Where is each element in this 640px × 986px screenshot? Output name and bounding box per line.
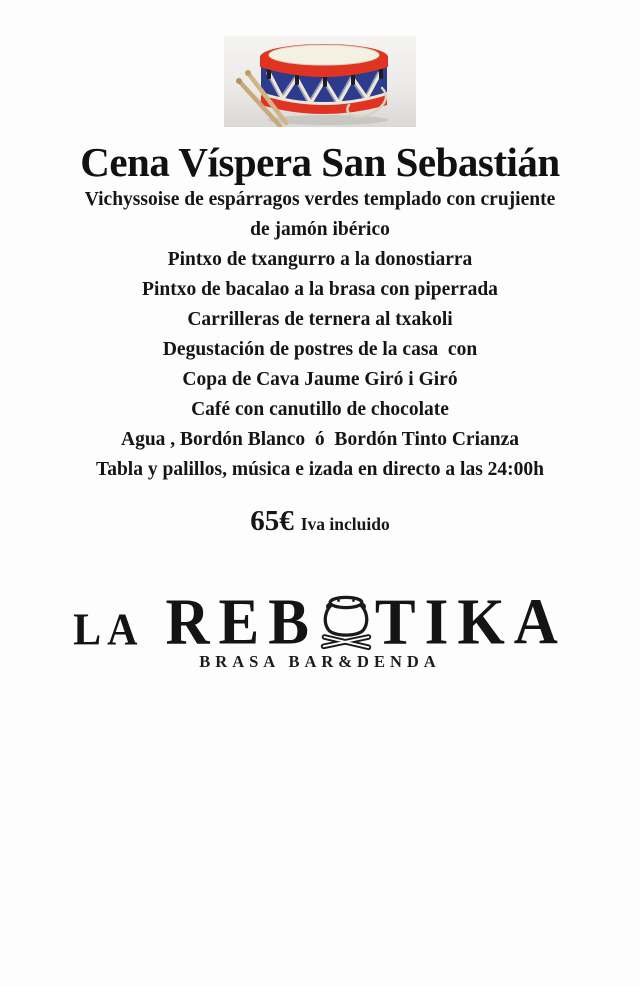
menu-item-vichyssoise	[0, 185, 640, 245]
logo-word-la: LA	[73, 606, 144, 656]
price-amount: 65€	[250, 505, 294, 537]
cauldron-icon	[318, 591, 374, 655]
menu-item-line: Agua , Bordón Blanco ó Bordón Tinto Crianza	[120, 429, 520, 450]
logo-word-tika: TIKA	[374, 586, 567, 660]
menu-item-txangurro	[0, 245, 640, 275]
menu-item-line: Carrilleras de ternera al txakoli	[187, 309, 453, 330]
menu-item-line: Tabla y palillos, música e izada en directo a las 24:00h	[96, 459, 544, 480]
price	[0, 506, 640, 541]
logo-word-reb: REB	[165, 586, 318, 660]
menu-item-line: Café con canutillo de chocolate	[191, 399, 449, 420]
page-title: Cena Víspera San Sebastián	[80, 139, 560, 185]
price-note: Iva incluido	[300, 514, 390, 534]
menu-item-carrilleras	[0, 305, 640, 335]
drum-photo	[224, 36, 416, 127]
menu-item-cafe	[0, 395, 640, 425]
menu-poster	[0, 36, 640, 986]
menu-item-line: de jamón ibérico	[250, 219, 390, 240]
menu-item-bebidas	[0, 425, 640, 455]
menu-item-postres	[0, 335, 640, 395]
menu-item-tabla	[0, 455, 640, 485]
drum-illustration	[224, 36, 416, 127]
logo-subtitle: BRASA BAR&DENDA	[199, 652, 441, 671]
menu-item-bacalao	[0, 275, 640, 305]
menu-list	[0, 185, 640, 485]
menu-item-line: Vichyssoise de espárragos verdes templado con crujiente	[84, 189, 556, 210]
menu-item-line: Pintxo de bacalao a la brasa con piperrada	[142, 279, 498, 300]
menu-item-line: Copa de Cava Jaume Giró i Giró	[182, 369, 458, 390]
menu-item-line: Pintxo de txangurro a la donostiarra	[167, 249, 473, 270]
menu-item-line: Degustación de postres de la casa con	[162, 339, 478, 360]
restaurant-logo	[0, 586, 640, 660]
